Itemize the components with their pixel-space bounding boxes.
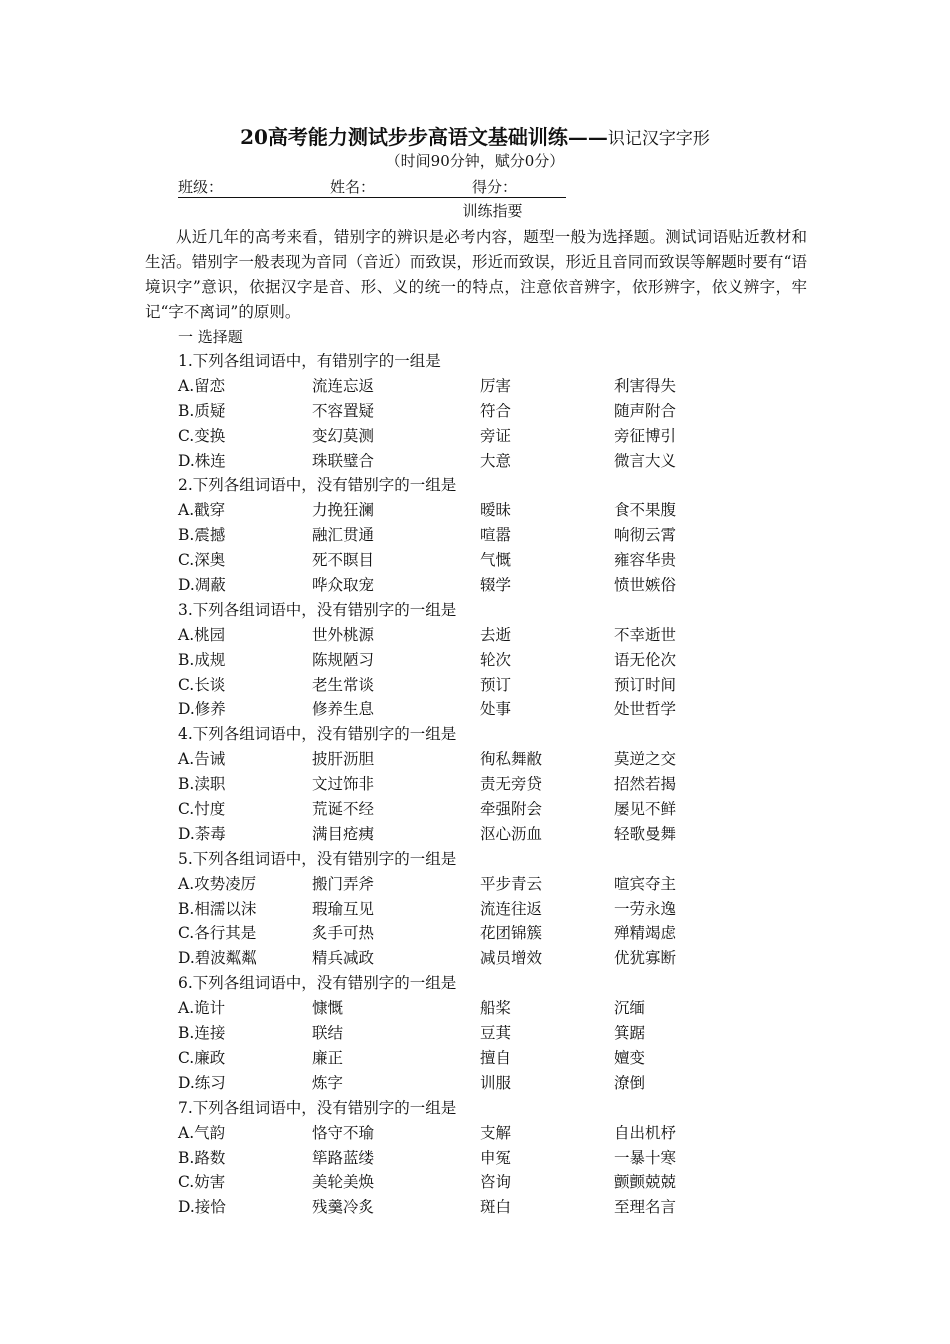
option-word: A.气韵 — [178, 1123, 226, 1142]
option-row — [178, 1071, 818, 1096]
question-stem: 7.下列各组词语中，没有错别字的一组是 — [178, 1098, 457, 1117]
option-word: 旁证 — [480, 426, 512, 445]
option-word: 优犹寡断 — [614, 949, 677, 968]
option-word: 愤世嫉俗 — [614, 576, 677, 595]
option-word: 责无旁贷 — [480, 775, 543, 794]
option-word: 修养生息 — [312, 700, 375, 719]
option-word: A.留恋 — [178, 376, 226, 395]
option-word: C.妨害 — [178, 1173, 226, 1192]
option-word: 联结 — [312, 1024, 344, 1043]
option-row — [178, 697, 818, 722]
option-row — [178, 1170, 818, 1195]
option-row — [178, 673, 818, 698]
option-word: 炼字 — [312, 1073, 344, 1092]
class-label: 班级： — [178, 178, 224, 196]
option-row — [178, 1195, 818, 1220]
option-word: 豆萁 — [480, 1024, 512, 1043]
option-row — [178, 1046, 818, 1071]
option-row — [178, 424, 818, 449]
option-word: 颤颤兢兢 — [614, 1173, 677, 1192]
option-word: 流连忘返 — [312, 376, 375, 395]
option-word: 气慨 — [480, 551, 512, 570]
option-row — [178, 747, 818, 772]
option-word: 一暴十寒 — [614, 1148, 677, 1167]
title-main: 20高考能力测试步步高语文基础训练—— — [240, 125, 608, 149]
option-word: 暧昧 — [480, 501, 512, 520]
option-word: 廉正 — [312, 1048, 344, 1067]
option-row — [178, 523, 818, 548]
option-row — [178, 1021, 818, 1046]
name-label: 姓名： — [330, 178, 376, 196]
option-word: 莫逆之交 — [614, 750, 677, 769]
option-word: 斑白 — [480, 1198, 512, 1217]
option-word: C.变换 — [178, 426, 226, 445]
option-row — [178, 1121, 818, 1146]
option-word: 沉缅 — [614, 999, 646, 1018]
option-word: 沤心沥血 — [480, 824, 543, 843]
option-word: B.连接 — [178, 1024, 226, 1043]
option-word: B.渎职 — [178, 775, 226, 794]
option-word: 咨询 — [480, 1173, 512, 1192]
option-word: 处世哲学 — [614, 700, 677, 719]
option-word: 瑕瑜互见 — [312, 899, 375, 918]
option-word: 旁征博引 — [614, 426, 677, 445]
option-word: 死不瞑目 — [312, 551, 375, 570]
option-row — [178, 996, 818, 1021]
option-word: 训服 — [480, 1073, 512, 1092]
option-word: 不幸逝世 — [614, 625, 677, 644]
option-word: 融汇贯通 — [312, 526, 375, 545]
option-word: C.深奥 — [178, 551, 226, 570]
option-word: 不容置疑 — [312, 401, 375, 420]
option-word: 喧宾夺主 — [614, 874, 677, 893]
title-sub: 识记汉字字形 — [607, 129, 710, 149]
option-word: A.攻势凌厉 — [178, 874, 257, 893]
option-word: 文过饰非 — [312, 775, 375, 794]
question-stem: 5.下列各组词语中，没有错别字的一组是 — [178, 849, 457, 868]
option-word: 至理名言 — [614, 1198, 677, 1217]
option-word: B.质疑 — [178, 401, 226, 420]
option-word: 轮次 — [480, 650, 512, 669]
option-row — [178, 374, 818, 399]
option-word: 精兵减政 — [312, 949, 375, 968]
option-row — [178, 548, 818, 573]
option-word: A.桃园 — [178, 625, 226, 644]
option-word: 陈规陋习 — [312, 650, 375, 669]
option-word: D.接恰 — [178, 1198, 226, 1217]
option-word: 世外桃源 — [312, 625, 375, 644]
option-word: 招然若揭 — [614, 775, 677, 794]
option-word: D.碧波粼粼 — [178, 949, 257, 968]
option-word: 轻歌曼舞 — [614, 824, 677, 843]
option-word: 荒诞不经 — [312, 800, 375, 819]
option-word: 处事 — [480, 700, 512, 719]
option-word: 去逝 — [480, 625, 512, 644]
option-word: 殚精竭虑 — [614, 924, 677, 943]
question-stem: 3.下列各组词语中，没有错别字的一组是 — [178, 600, 457, 619]
option-word: 响彻云霄 — [614, 526, 677, 545]
option-word: 支解 — [480, 1123, 512, 1142]
option-word: 减员增效 — [480, 949, 543, 968]
option-word: 语无伦次 — [614, 650, 677, 669]
option-word: 预订 — [480, 675, 512, 694]
option-row — [178, 648, 818, 673]
option-word: D.凋蔽 — [178, 576, 226, 595]
time-note: （时间90分钟，赋分0分） — [385, 152, 565, 170]
option-word: 自出机杼 — [614, 1123, 677, 1142]
option-word: B.路数 — [178, 1148, 226, 1167]
option-word: C.各行其是 — [178, 924, 257, 943]
option-word: C.忖度 — [178, 800, 226, 819]
option-word: 搬门弄斧 — [312, 874, 375, 893]
option-row — [178, 872, 818, 897]
option-word: 花团锦簇 — [480, 924, 543, 943]
option-word: C.长谈 — [178, 675, 226, 694]
option-word: 披肝沥胆 — [312, 750, 375, 769]
question-stem: 1.下列各组词语中，有错别字的一组是 — [178, 352, 441, 370]
intro-paragraph: 从近几年的高考来看，错别字的辨识是必考内容，题型一般为选择题。测试词语贴近教材和生活。错别字一般表现为音同（音近）而致误，形近而致误，形近且音同而致误等解题时要有“语境识字”意识，依据汉字是音、形、义的统一的特点，注意依音辨字，依形辨字，依义辨字，牢记“字不离词”的原则。 — [145, 228, 807, 321]
option-row — [178, 822, 818, 847]
option-word: 炙手可热 — [312, 924, 375, 943]
option-word: 筚路蓝缕 — [312, 1148, 375, 1167]
option-word: 潦倒 — [614, 1073, 646, 1092]
option-word: 平步青云 — [480, 874, 543, 893]
option-word: 食不果腹 — [614, 501, 677, 520]
option-row — [178, 921, 818, 946]
option-word: A.告诫 — [178, 750, 226, 769]
option-word: 徇私舞敝 — [480, 750, 543, 769]
question-stem: 4.下列各组词语中，没有错别字的一组是 — [178, 725, 457, 744]
score-label: 得分： — [472, 178, 518, 196]
option-word: 大意 — [480, 451, 512, 470]
option-word: 屡见不鲜 — [614, 800, 677, 819]
question-stem: 6.下列各组词语中，没有错别字的一组是 — [178, 974, 457, 993]
option-row — [178, 498, 818, 523]
document-title — [0, 123, 950, 153]
question-list — [178, 349, 818, 1220]
option-word: 箕踞 — [614, 1024, 646, 1043]
option-word: 申冤 — [480, 1148, 512, 1167]
option-row — [178, 623, 818, 648]
guide-heading: 训练指要 — [462, 202, 523, 220]
option-row — [178, 946, 818, 971]
option-word: 一劳永逸 — [614, 899, 677, 918]
option-word: 老生常谈 — [312, 675, 375, 694]
option-word: B.成规 — [178, 650, 226, 669]
option-word: D.练习 — [178, 1073, 226, 1092]
option-row — [178, 449, 818, 474]
option-word: 预订时间 — [614, 675, 677, 694]
option-word: 美轮美焕 — [312, 1173, 375, 1192]
option-word: B.震撼 — [178, 526, 226, 545]
option-word: D.荼毒 — [178, 824, 226, 843]
option-word: 符合 — [480, 401, 512, 420]
option-word: B.相濡以沫 — [178, 899, 257, 918]
option-word: D.株连 — [178, 451, 226, 470]
option-word: D.修养 — [178, 700, 226, 719]
option-word: 牵强附会 — [480, 800, 543, 819]
option-word: 变幻莫测 — [312, 426, 375, 445]
option-word: 力挽狂澜 — [312, 501, 375, 520]
option-row — [178, 573, 818, 598]
student-info-line — [178, 177, 566, 198]
option-word: 雍容华贵 — [614, 551, 677, 570]
question-stem: 2.下列各组词语中，没有错别字的一组是 — [178, 476, 457, 495]
option-word: 慷慨 — [312, 999, 344, 1018]
option-word: 微言大义 — [614, 451, 677, 470]
option-word: 船桨 — [480, 999, 512, 1018]
option-word: A.诡计 — [178, 999, 226, 1018]
option-row — [178, 399, 818, 424]
option-word: 喧嚣 — [480, 526, 512, 545]
option-word: 随声附合 — [614, 401, 677, 420]
option-word: 辍学 — [480, 576, 512, 595]
option-word: 珠联璧合 — [312, 451, 375, 470]
option-word: 擅自 — [480, 1048, 512, 1067]
option-word: 恪守不瑜 — [312, 1123, 375, 1142]
option-row — [178, 797, 818, 822]
option-word: 流连往返 — [480, 899, 543, 918]
option-word: 残羹冷炙 — [312, 1198, 375, 1217]
option-word: 厉害 — [480, 376, 512, 395]
option-word: 利害得失 — [614, 376, 677, 395]
option-row — [178, 772, 818, 797]
option-word: A.戳穿 — [178, 501, 226, 520]
option-word: 满目疮痍 — [312, 824, 375, 843]
option-word: 嬗变 — [614, 1048, 646, 1067]
option-word: C.廉政 — [178, 1048, 226, 1067]
option-row — [178, 897, 818, 922]
option-row — [178, 1146, 818, 1171]
option-word: 哗众取宠 — [312, 576, 375, 595]
section-title: 一 选择题 — [178, 328, 243, 346]
